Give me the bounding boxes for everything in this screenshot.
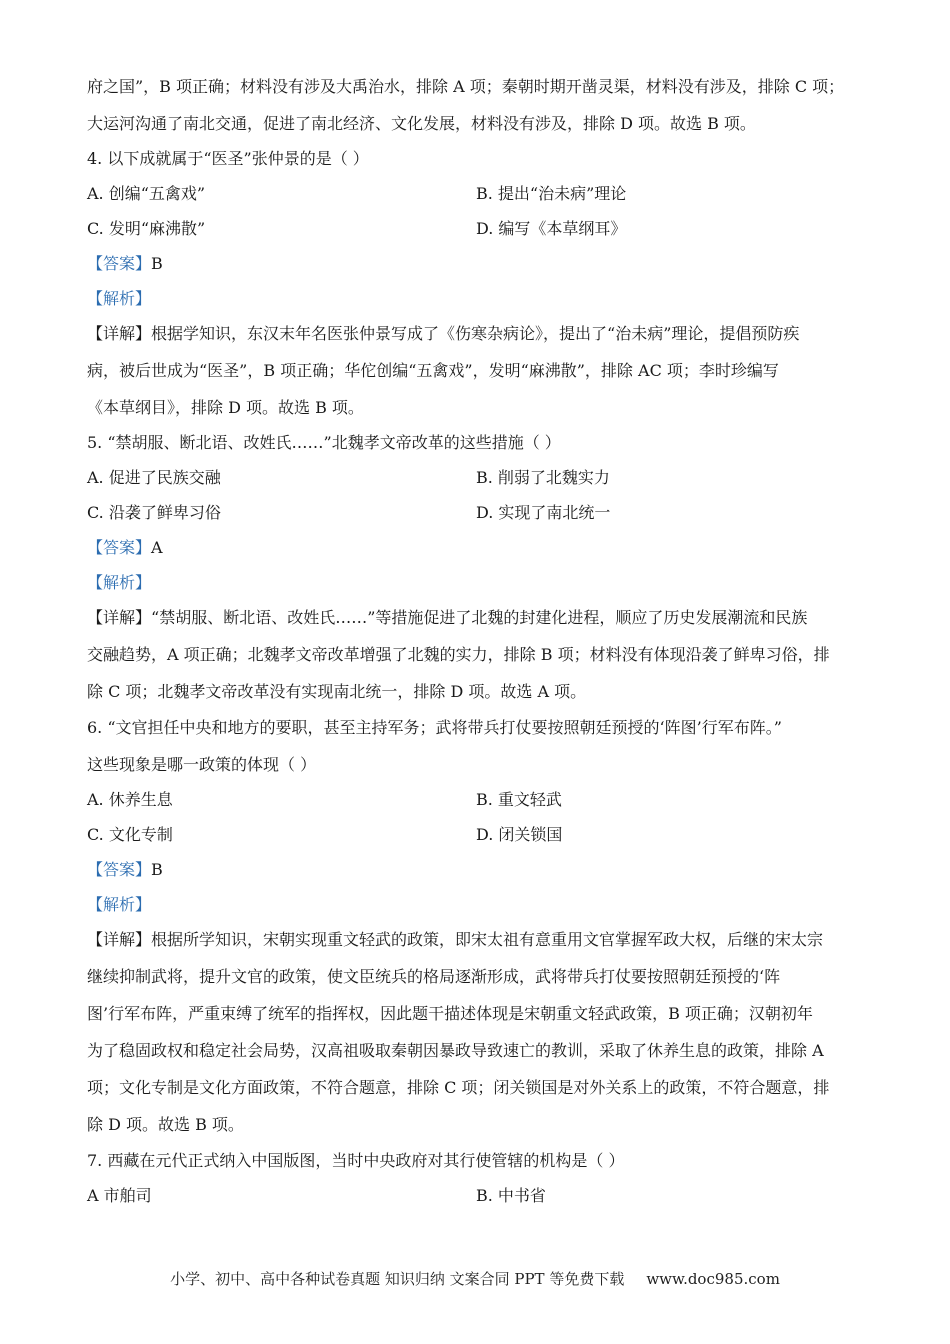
q4-answer	[87, 253, 163, 275]
detail-text: “禁胡服、断北语、改姓氏……”等措施促进了北魏的封建化进程，顺应了历史发展潮流和民族	[151, 608, 808, 627]
q6-option-b: B. 重文轻武	[476, 790, 562, 809]
q5-analysis-tag: 【解析】	[87, 573, 152, 592]
q6-detail-line-2: 继续抑制武将，提升文官的政策，使文臣统兵的格局逐渐形成，武将带兵打仗要按照朝廷预授的‘阵	[87, 967, 781, 986]
q4-detail-line-1	[87, 323, 799, 345]
q6-detail-line-6: 除 D 项。故选 B 项。	[87, 1115, 244, 1134]
q7-option-a: A 市舶司	[87, 1186, 152, 1205]
q4-detail-line-2: 病，被后世成为“医圣”，B 项正确；华佗创编“五禽戏”，发明“麻沸散”，排除 AC 项；李时珍编写	[87, 361, 779, 380]
q6-stem-line-2: 这些现象是哪一政策的体现（ ）	[87, 755, 317, 774]
q5-option-b: B. 削弱了北魏实力	[476, 468, 610, 487]
q6-option-a: A. 休养生息	[87, 790, 173, 809]
answer-value: B	[151, 860, 163, 879]
q4-option-b: B. 提出“治未病”理论	[476, 184, 627, 203]
detail-tag: 【详解】	[87, 324, 152, 343]
footer-text: 小学、初中、高中各种试卷真题 知识归纳 文案合同 PPT 等免费下载	[170, 1270, 625, 1288]
footer-site-link[interactable]: www.doc985.com	[646, 1270, 780, 1288]
detail-text: 根据学知识，东汉末年名医张仲景写成了《伤寒杂病论》，提出了“治未病”理论，提倡预防疾	[151, 324, 800, 343]
q6-stem-line-1: 6. “文官担任中央和地方的要职，甚至主持军务；武将带兵打仗要按照朝廷预授的‘阵图’行军布阵。”	[87, 718, 782, 737]
q6-detail-line-5: 项；文化专制是文化方面政策，不符合题意，排除 C 项；闭关锁国是对外关系上的政策，不符合题意，排	[87, 1078, 830, 1097]
q5-detail-line-3: 除 C 项；北魏孝文帝改革没有实现南北统一，排除 D 项。故选 A 项。	[87, 682, 587, 701]
q4-stem: 4. 以下成就属于“医圣”张仲景的是（ ）	[87, 149, 369, 168]
q5-option-c: C. 沿袭了鲜卑习俗	[87, 503, 221, 522]
q5-detail-line-2: 交融趋势，A 项正确；北魏孝文帝改革增强了北魏的实力，排除 B 项；材料没有体现沿袭了鲜卑习俗，排	[87, 645, 830, 664]
q7-option-b: B. 中书省	[476, 1186, 546, 1205]
q6-analysis-tag: 【解析】	[87, 895, 152, 914]
detail-text: 根据所学知识，宋朝实现重文轻武的政策，即宋太祖有意重用文官掌握军政大权，后继的宋太宗	[151, 930, 824, 949]
q6-detail-line-4: 为了稳固政权和稳定社会局势，汉高祖吸取秦朝因暴政导致速亡的教训，采取了休养生息的政策，排除 A	[87, 1041, 824, 1060]
q6-answer	[87, 859, 163, 881]
q5-option-a: A. 促进了民族交融	[87, 468, 221, 487]
answer-value: B	[151, 254, 163, 273]
answer-tag: 【答案】	[87, 538, 152, 557]
intro-line-1: 府之国”，B 项正确；材料没有涉及大禹治水，排除 A 项；秦朝时期开凿灵渠，材料没有涉及，排除 C 项；	[87, 77, 845, 96]
q5-answer	[87, 537, 163, 559]
q6-detail-line-3: 图’行军布阵，严重束缚了统军的指挥权，因此题干描述体现是宋朝重文轻武政策，B 项正确；汉朝初年	[87, 1004, 813, 1023]
q4-option-d: D. 编写《本草纲耳》	[476, 219, 627, 238]
answer-tag: 【答案】	[87, 860, 152, 879]
intro-line-2: 大运河沟通了南北交通，促进了南北经济、文化发展，材料没有涉及，排除 D 项。故选 B 项。	[87, 114, 756, 133]
answer-value: A	[151, 538, 163, 557]
q4-option-a: A. 创编“五禽戏”	[87, 184, 206, 203]
q5-stem: 5. “禁胡服、断北语、改姓氏……”北魏孝文帝改革的这些措施（ ）	[87, 433, 561, 452]
detail-tag: 【详解】	[87, 930, 152, 949]
q6-option-c: C. 文化专制	[87, 825, 173, 844]
page-footer	[0, 1268, 950, 1290]
q5-detail-line-1	[87, 607, 807, 629]
q6-option-d: D. 闭关锁国	[476, 825, 563, 844]
q7-stem: 7. 西藏在元代正式纳入中国版图，当时中央政府对其行使管辖的机构是（ ）	[87, 1151, 625, 1170]
q4-analysis-tag: 【解析】	[87, 289, 152, 308]
detail-tag: 【详解】	[87, 608, 152, 627]
answer-tag: 【答案】	[87, 254, 152, 273]
q4-option-c: C. 发明“麻沸散”	[87, 219, 206, 238]
q4-detail-line-3: 《本草纲目》，排除 D 项。故选 B 项。	[87, 398, 364, 417]
q6-detail-line-1	[87, 929, 823, 951]
q5-option-d: D. 实现了南北统一	[476, 503, 611, 522]
